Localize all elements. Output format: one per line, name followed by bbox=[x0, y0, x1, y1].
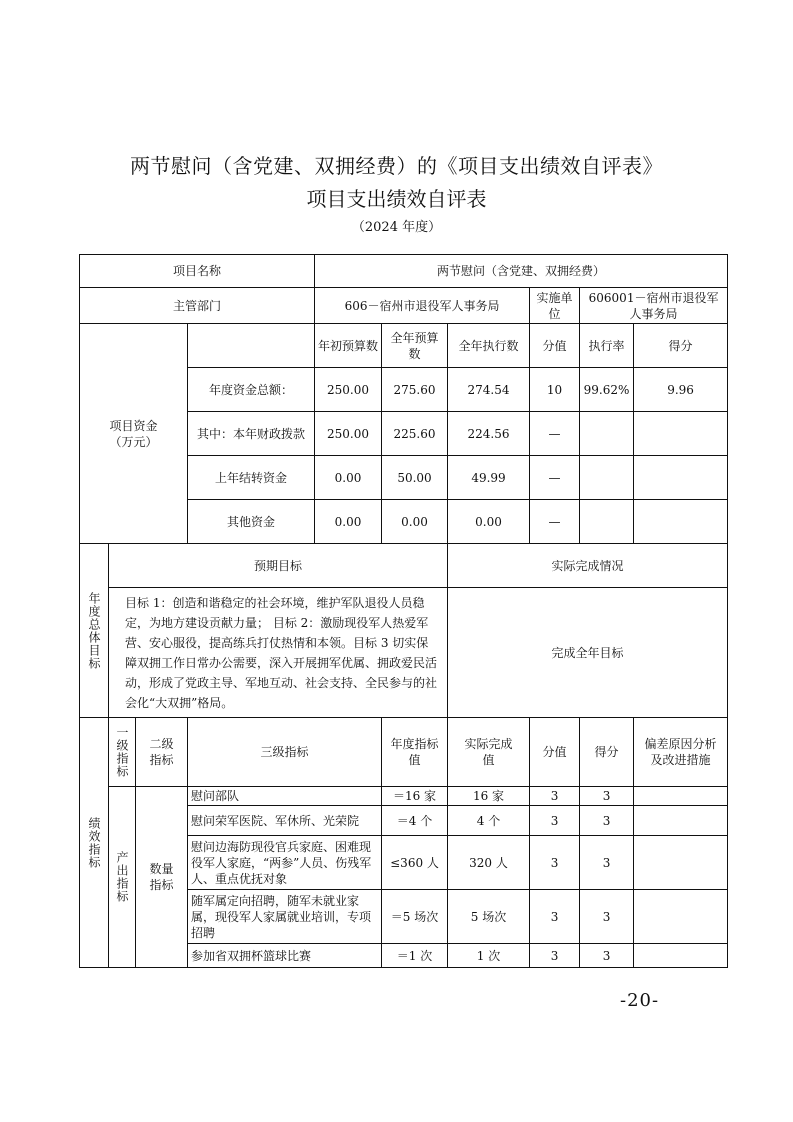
funds-cell: 224.56 bbox=[448, 412, 530, 456]
perf-header-level2: 二级指标 bbox=[136, 718, 188, 787]
perf-cell bbox=[634, 890, 728, 944]
perf-cell: 4 个 bbox=[448, 806, 530, 836]
page-number: -20- bbox=[620, 990, 660, 1011]
goals-label: 年度总体目标 bbox=[80, 544, 109, 718]
self-evaluation-table bbox=[79, 254, 728, 968]
perf-level2-value: 数量指标 bbox=[136, 787, 188, 968]
perf-cell: 3 bbox=[580, 944, 634, 968]
funds-cell: 10 bbox=[530, 368, 580, 412]
funds-cell: 99.62% bbox=[580, 368, 634, 412]
funds-cell: 274.54 bbox=[448, 368, 530, 412]
funds-cell: 0.00 bbox=[315, 456, 382, 500]
funds-cell bbox=[580, 500, 634, 544]
dept-label: 主管部门 bbox=[80, 288, 315, 324]
funds-cell bbox=[580, 412, 634, 456]
perf-cell: 3 bbox=[580, 806, 634, 836]
perf-row-name: 慰问荣军医院、军休所、光荣院 bbox=[188, 806, 382, 836]
perf-cell: 3 bbox=[580, 890, 634, 944]
perf-cell: 16 家 bbox=[448, 787, 530, 806]
funds-label bbox=[80, 324, 188, 544]
perf-cell bbox=[634, 787, 728, 806]
funds-cell: 225.60 bbox=[382, 412, 448, 456]
perf-header-score: 得分 bbox=[580, 718, 634, 787]
year-label: （2024 年度） bbox=[351, 220, 442, 235]
perf-header-level1: 一级指标 bbox=[109, 718, 136, 787]
funds-header-score: 得分 bbox=[634, 324, 728, 368]
funds-row-label: 其他资金 bbox=[188, 500, 315, 544]
dept-value: 606－宿州市退役军人事务局 bbox=[315, 288, 530, 324]
perf-cell: 3 bbox=[530, 836, 580, 890]
funds-cell: 50.00 bbox=[382, 456, 448, 500]
perf-cell bbox=[634, 836, 728, 890]
funds-header-init: 年初预算数 bbox=[315, 324, 382, 368]
funds-label-text: 项目资金 （万元） bbox=[109, 418, 158, 449]
funds-header-exec: 全年执行数 bbox=[448, 324, 530, 368]
perf-header-target: 年度指标值 bbox=[382, 718, 448, 787]
perf-cell: ＝16 家 bbox=[382, 787, 448, 806]
funds-row-label: 上年结转资金 bbox=[188, 456, 315, 500]
funds-cell: 250.00 bbox=[315, 368, 382, 412]
funds-header-annual: 全年预算数 bbox=[382, 324, 448, 368]
funds-cell: — bbox=[530, 412, 580, 456]
funds-cell: — bbox=[530, 500, 580, 544]
goals-expected-header: 预期目标 bbox=[109, 544, 448, 588]
funds-cell bbox=[634, 500, 728, 544]
perf-cell: 3 bbox=[530, 944, 580, 968]
funds-header-blank bbox=[188, 324, 315, 368]
perf-cell: 3 bbox=[530, 890, 580, 944]
perf-cell: ≤360 人 bbox=[382, 836, 448, 890]
perf-cell: 3 bbox=[580, 836, 634, 890]
funds-cell: 49.99 bbox=[448, 456, 530, 500]
perf-cell bbox=[634, 944, 728, 968]
perf-level1-value: 产出指标 bbox=[109, 787, 136, 968]
funds-row-label: 年度资金总额： bbox=[188, 368, 315, 412]
funds-cell: 275.60 bbox=[382, 368, 448, 412]
perf-cell: 3 bbox=[580, 787, 634, 806]
funds-cell: 0.00 bbox=[315, 500, 382, 544]
perf-row-name: 随军属定向招聘，随军未就业家属，现役军人家属就业培训，专项招聘 bbox=[188, 890, 382, 944]
funds-cell: 0.00 bbox=[382, 500, 448, 544]
perf-cell: 1 次 bbox=[448, 944, 530, 968]
impl-value: 606001－宿州市退役军人事务局 bbox=[580, 288, 728, 324]
document-title: 两节慰问（含党建、双拥经费）的《项目支出绩效自评表》 bbox=[130, 154, 663, 178]
funds-cell bbox=[580, 456, 634, 500]
perf-cell: ＝4 个 bbox=[382, 806, 448, 836]
funds-cell: 9.96 bbox=[634, 368, 728, 412]
funds-header-rate: 执行率 bbox=[580, 324, 634, 368]
perf-cell: 5 场次 bbox=[448, 890, 530, 944]
perf-cell: ＝1 次 bbox=[382, 944, 448, 968]
perf-cell: ＝5 场次 bbox=[382, 890, 448, 944]
perf-row-name: 慰问边海防现役官兵家庭、困难现役军人家庭，“两参”人员、伤残军人、重点优抚对象 bbox=[188, 836, 382, 890]
table-title: 项目支出绩效自评表 bbox=[306, 187, 487, 211]
funds-cell bbox=[634, 412, 728, 456]
perf-cell: 3 bbox=[530, 787, 580, 806]
funds-cell: 0.00 bbox=[448, 500, 530, 544]
funds-cell: — bbox=[530, 456, 580, 500]
performance-label: 绩效指标 bbox=[80, 718, 109, 968]
funds-cell bbox=[634, 456, 728, 500]
perf-header-deviation: 偏差原因分析及改进措施 bbox=[634, 718, 728, 787]
funds-header-score-value: 分值 bbox=[530, 324, 580, 368]
impl-label: 实施单位 bbox=[530, 288, 580, 324]
perf-cell: 320 人 bbox=[448, 836, 530, 890]
perf-row-name: 慰问部队 bbox=[188, 787, 382, 806]
perf-header-level3: 三级指标 bbox=[188, 718, 382, 787]
funds-cell: 250.00 bbox=[315, 412, 382, 456]
goals-expected-text: 目标 1：创造和谐稳定的社会环境，维护军队退役人员稳定，为地方建设贡献力量； 目标 2：激励现役军人热爱军营、安心服役，提高练兵打仗热情和本领。目标 3 切实保障双拥工作日常办公需要，深入开展拥军优属、拥政爱民活动，形成了党政主导、军地互动、社会支持、全民参与的社会化“大双拥”格局。 bbox=[109, 588, 448, 718]
project-name-value: 两节慰问（含党建、双拥经费） bbox=[315, 255, 728, 288]
goals-actual-header: 实际完成情况 bbox=[448, 544, 728, 588]
perf-header-score-value: 分值 bbox=[530, 718, 580, 787]
perf-cell bbox=[634, 806, 728, 836]
perf-cell: 3 bbox=[530, 806, 580, 836]
goals-actual-text: 完成全年目标 bbox=[448, 588, 728, 718]
funds-row-label: 其中：本年财政拨款 bbox=[188, 412, 315, 456]
project-name-label: 项目名称 bbox=[80, 255, 315, 288]
perf-row-name: 参加省双拥杯篮球比赛 bbox=[188, 944, 382, 968]
perf-header-actual: 实际完成值 bbox=[448, 718, 530, 787]
